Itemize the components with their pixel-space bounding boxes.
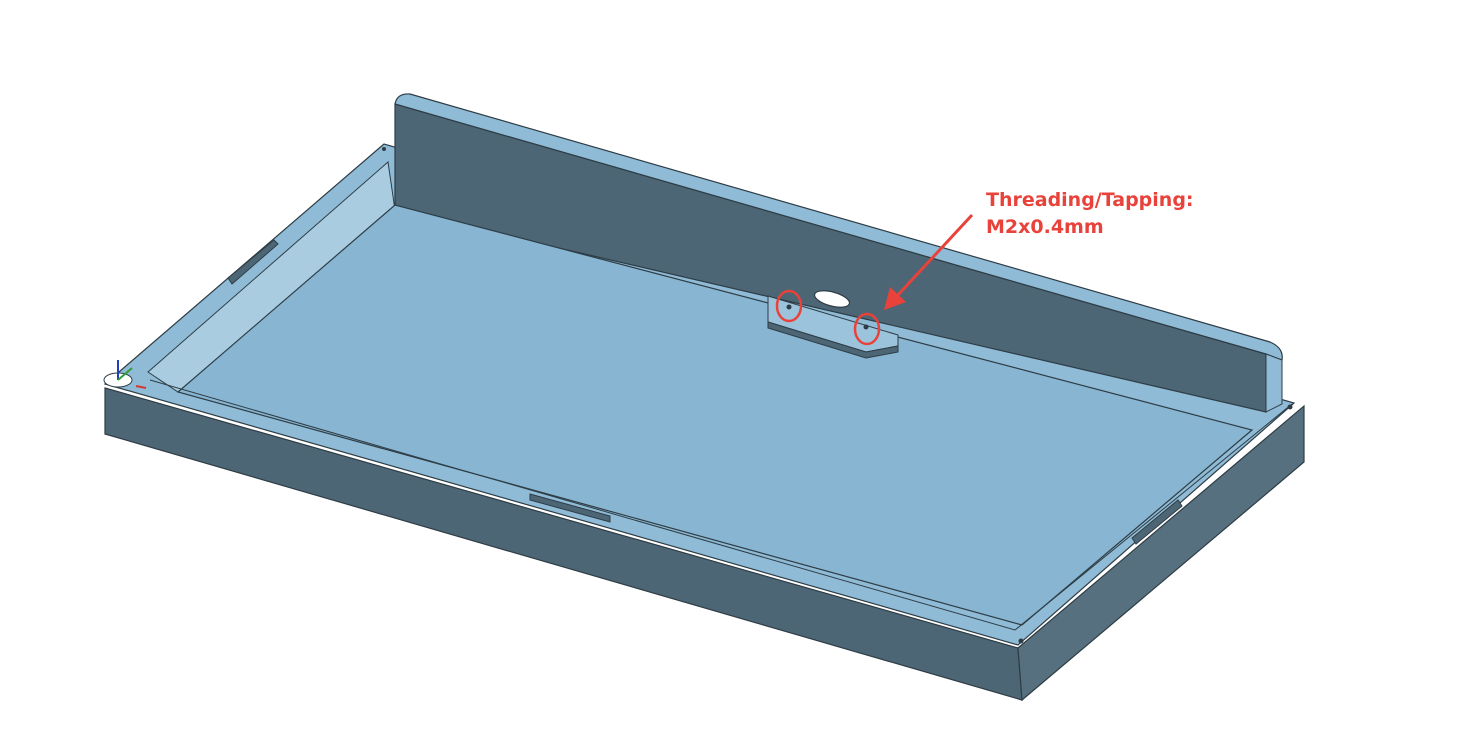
annotation-line-2: M2x0.4mm <box>986 216 1104 238</box>
annotation-line-1: Threading/Tapping: <box>986 189 1194 211</box>
tapped-hole-left <box>787 305 792 310</box>
corner-hole-back-right <box>1288 405 1293 410</box>
back-wall-end <box>1266 354 1282 412</box>
annotation-label <box>986 187 1194 241</box>
enclosure-tray <box>105 94 1304 700</box>
tapped-hole-right <box>864 325 869 330</box>
corner-hole-front-right <box>1019 639 1024 644</box>
corner-hole-back-left <box>382 147 386 151</box>
